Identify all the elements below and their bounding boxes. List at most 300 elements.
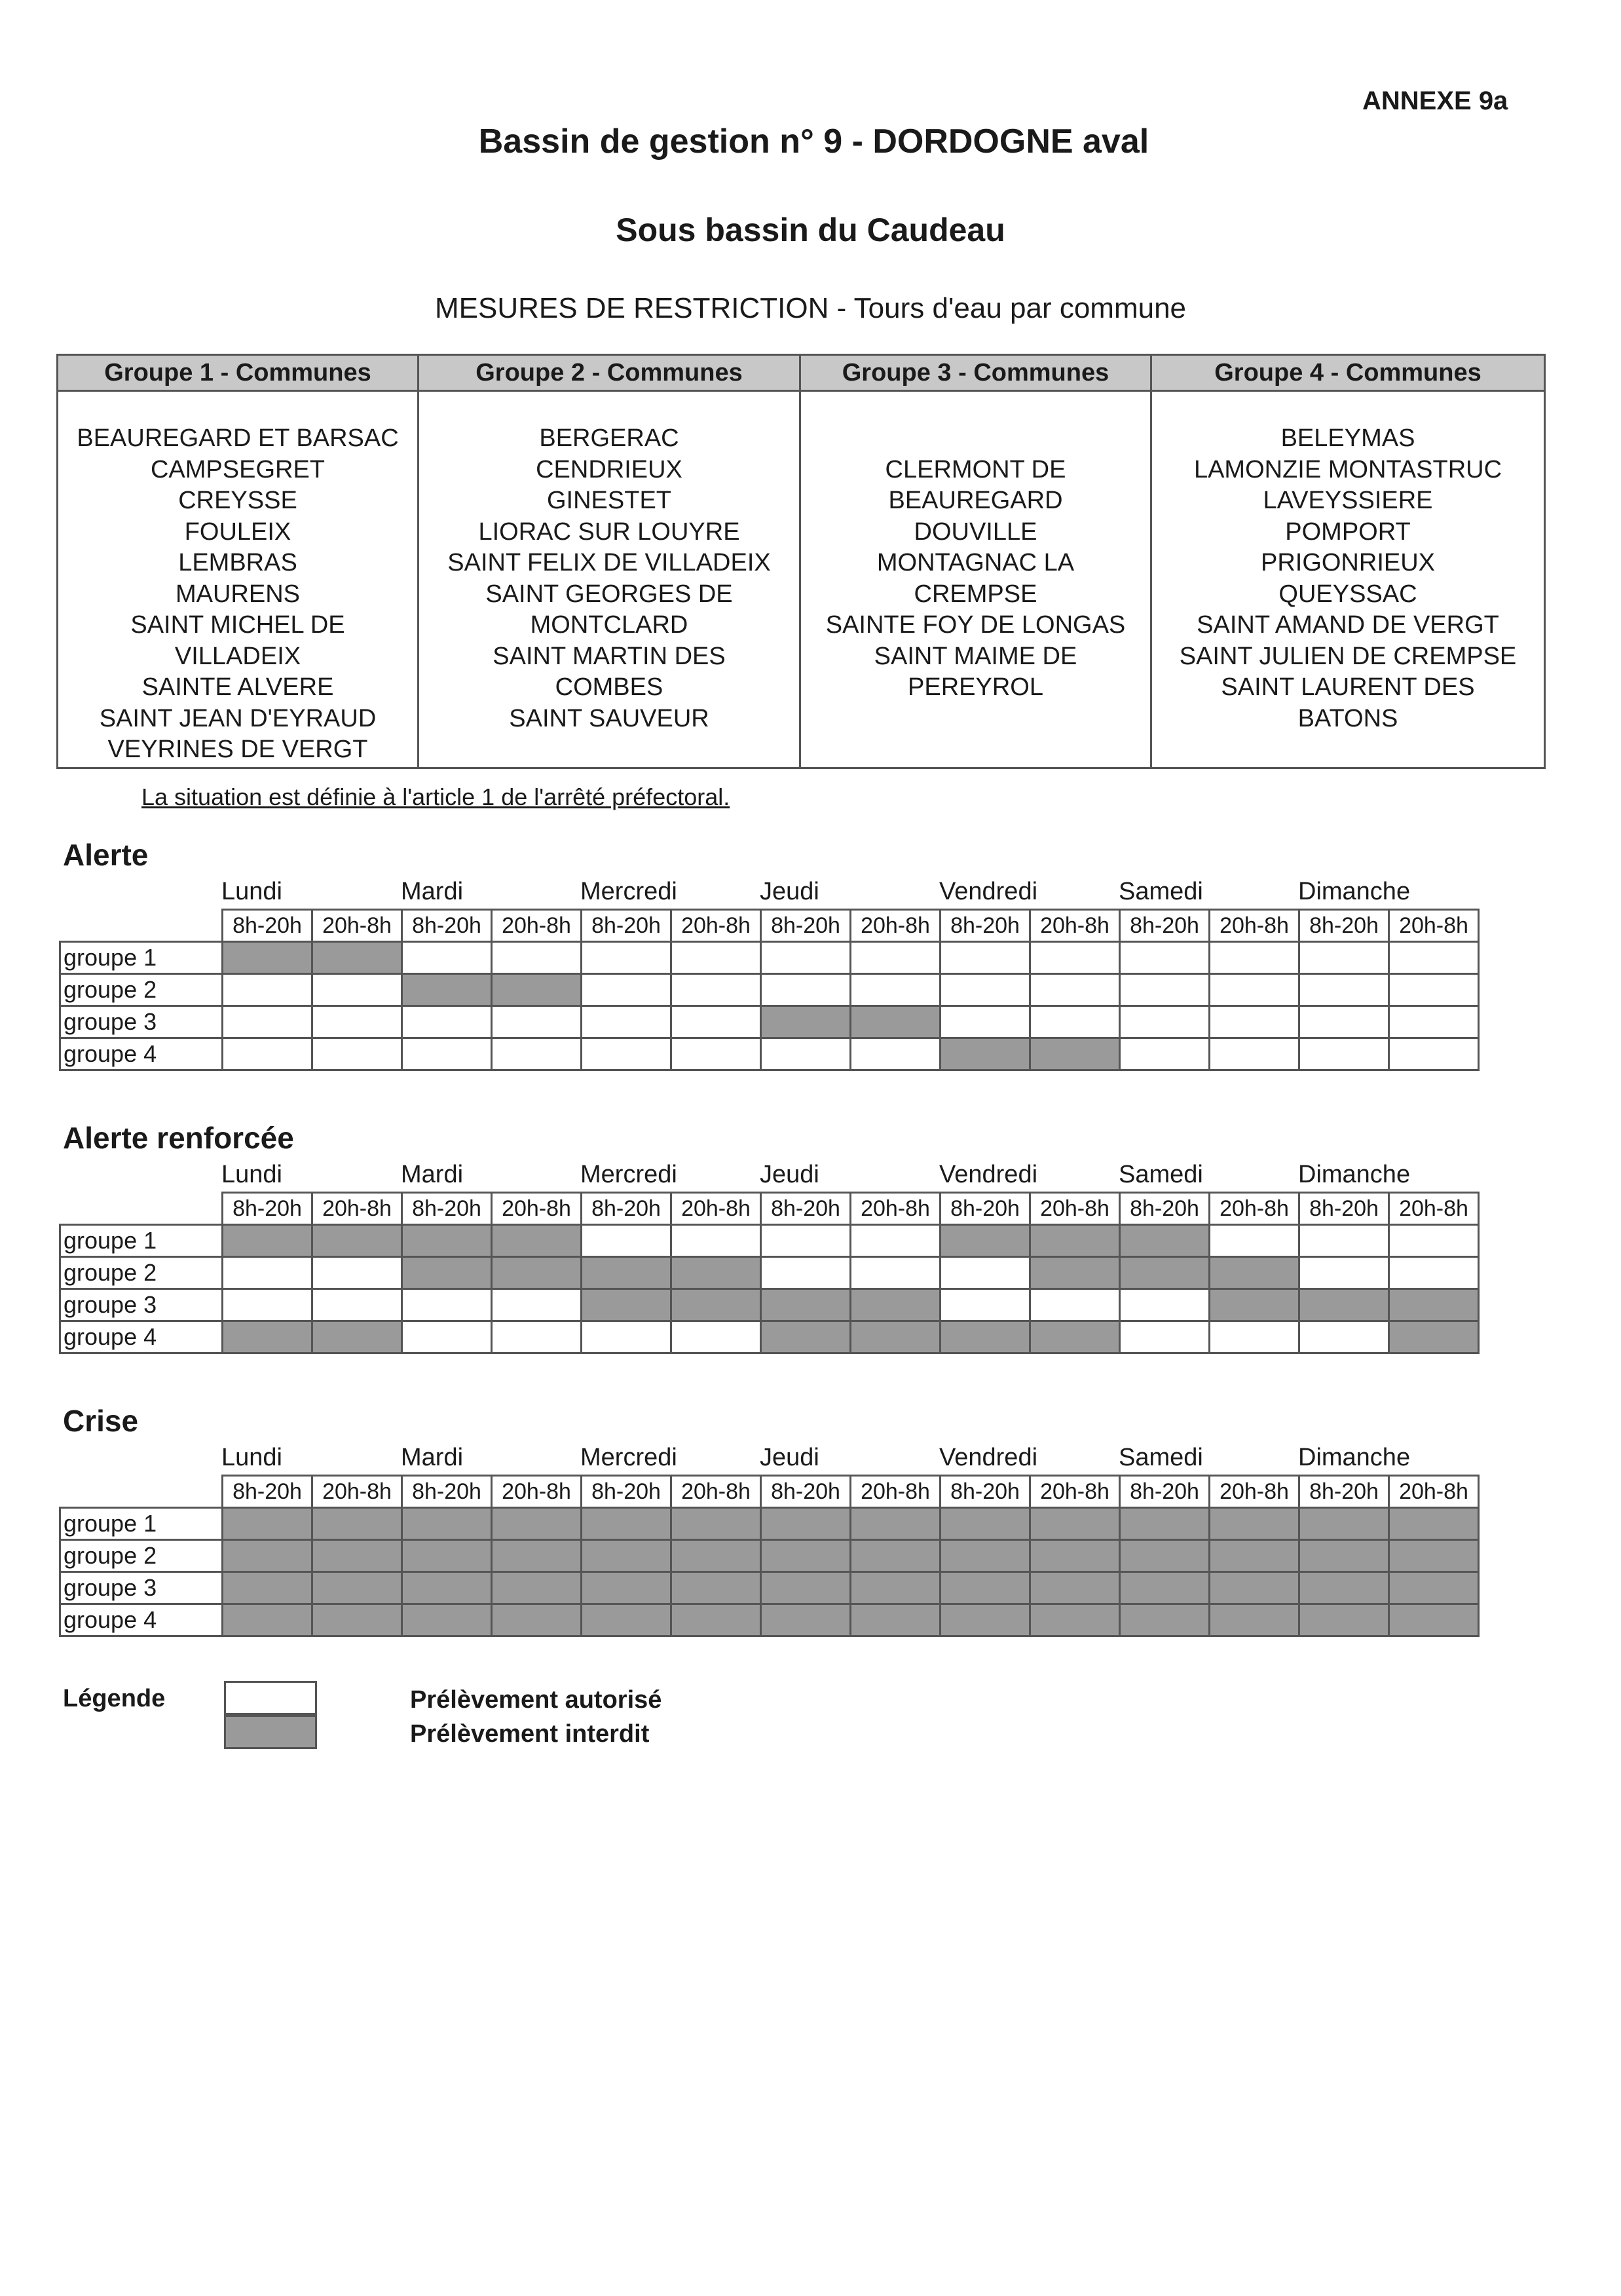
commune-line: [801, 423, 1150, 455]
group-row: [60, 1038, 1479, 1070]
slot-cell-forbidden: [492, 1540, 582, 1572]
slot-cell-allowed: [851, 974, 941, 1006]
slot-cell-forbidden: [941, 1604, 1030, 1636]
slot-header: 20h-8h: [312, 1193, 402, 1225]
slot-cell-forbidden: [312, 942, 402, 974]
group-row: [60, 1604, 1479, 1636]
day-label: Mardi: [401, 1444, 464, 1471]
slot-cell-forbidden: [402, 1540, 492, 1572]
commune-line: SAINT MARTIN DES: [493, 642, 726, 670]
slot-cell-forbidden: [761, 1540, 851, 1572]
slot-cell-forbidden: [671, 1289, 761, 1321]
slot-header: 20h-8h: [1030, 1193, 1120, 1225]
commune-line: LAVEYSSIERE: [1263, 487, 1433, 514]
slot-cell-allowed: [1299, 1321, 1389, 1353]
legend-swatch-allowed: [224, 1681, 317, 1715]
slot-header: 8h-20h: [223, 1193, 312, 1225]
group-label: groupe 2: [60, 1540, 223, 1572]
commune-line: SAINTE ALVERE: [141, 673, 334, 701]
slot-cell-forbidden: [402, 974, 492, 1006]
communes-table: [56, 354, 1546, 769]
slot-cell-allowed: [402, 942, 492, 974]
group-label: groupe 4: [60, 1321, 223, 1353]
slot-header-row: [60, 1193, 1479, 1225]
slot-cell-forbidden: [851, 1604, 941, 1636]
day-label: Vendredi: [939, 1161, 1038, 1188]
slot-cell-allowed: [223, 1257, 312, 1289]
slot-header: 8h-20h: [402, 910, 492, 942]
slot-header: 8h-20h: [582, 910, 671, 942]
slot-cell-allowed: [312, 974, 402, 1006]
slot-cell-allowed: [582, 974, 671, 1006]
slot-cell-allowed: [761, 974, 851, 1006]
slot-cell-forbidden: [941, 1225, 1030, 1257]
slot-cell-allowed: [492, 1038, 582, 1070]
slot-cell-forbidden: [941, 1321, 1030, 1353]
commune-line: CREMPSE: [914, 580, 1037, 608]
slot-cell-allowed: [1210, 1225, 1299, 1257]
group-label: groupe 2: [60, 1257, 223, 1289]
slot-header: 8h-20h: [1299, 1476, 1389, 1508]
group-label: groupe 1: [60, 942, 223, 974]
group-row: [60, 974, 1479, 1006]
slot-cell-allowed: [851, 1038, 941, 1070]
day-label: Samedi: [1119, 878, 1203, 905]
slot-cell-allowed: [582, 1006, 671, 1038]
commune-line: CAMPSEGRET: [150, 455, 326, 483]
slot-cell-allowed: [1389, 942, 1479, 974]
group-row: [60, 1321, 1479, 1353]
slot-cell-allowed: [1120, 1006, 1210, 1038]
slot-cell-forbidden: [671, 1604, 761, 1636]
communes-list: [58, 392, 417, 766]
slot-cell-allowed: [761, 942, 851, 974]
commune-line: SAINT GEORGES DE: [485, 580, 733, 608]
slot-cell-allowed: [941, 1006, 1030, 1038]
slot-cell-forbidden: [582, 1572, 671, 1604]
communes-column-4: [1152, 356, 1544, 767]
commune-line: BATONS: [1297, 704, 1398, 732]
slot-cell-allowed: [1389, 974, 1479, 1006]
slot-header: 20h-8h: [492, 1476, 582, 1508]
slot-cell-allowed: [492, 942, 582, 974]
slot-cell-forbidden: [851, 1006, 941, 1038]
slot-header: 20h-8h: [1030, 910, 1120, 942]
commune-line: SAINT SAUVEUR: [509, 704, 709, 732]
commune-line: SAINT MAIME DE: [874, 642, 1077, 670]
slot-cell-allowed: [223, 974, 312, 1006]
group-row: [60, 1225, 1479, 1257]
commune-line: CENDRIEUX: [536, 455, 682, 483]
commune-line: BEAUREGARD ET BARSAC: [77, 424, 399, 452]
slot-cell-allowed: [1120, 1321, 1210, 1353]
slot-cell-forbidden: [312, 1508, 402, 1540]
communes-list: [801, 392, 1150, 704]
legend-forbidden-text: Prélèvement interdit: [410, 1720, 650, 1748]
slot-cell-forbidden: [1389, 1604, 1479, 1636]
slot-cell-forbidden: [492, 1572, 582, 1604]
commune-line: PRIGONRIEUX: [1260, 549, 1436, 576]
group-label: groupe 1: [60, 1225, 223, 1257]
slot-cell-forbidden: [223, 942, 312, 974]
slot-header: 20h-8h: [492, 1193, 582, 1225]
slot-cell-forbidden: [1030, 1257, 1120, 1289]
slot-cell-forbidden: [492, 1257, 582, 1289]
slot-cell-forbidden: [1030, 1540, 1120, 1572]
slot-cell-allowed: [671, 1038, 761, 1070]
slot-header: 8h-20h: [941, 1193, 1030, 1225]
day-labels: [221, 1161, 1538, 1194]
commune-line: MONTAGNAC LA: [876, 549, 1075, 576]
day-label: Dimanche: [1298, 1444, 1411, 1471]
slot-cell-allowed: [1299, 1225, 1389, 1257]
day-label: Dimanche: [1298, 1161, 1411, 1188]
slot-header: 20h-8h: [851, 910, 941, 942]
slot-cell-forbidden: [941, 1508, 1030, 1540]
slot-cell-forbidden: [1030, 1508, 1120, 1540]
slot-cell-forbidden: [1210, 1540, 1299, 1572]
slot-cell-forbidden: [492, 974, 582, 1006]
commune-line: LIORAC SUR LOUYRE: [478, 518, 740, 546]
group-label: groupe 4: [60, 1604, 223, 1636]
slot-header: 8h-20h: [582, 1193, 671, 1225]
slot-cell-forbidden: [761, 1604, 851, 1636]
slot-header: 20h-8h: [1389, 1193, 1479, 1225]
day-label: Mardi: [401, 1161, 464, 1188]
slot-header: 8h-20h: [761, 910, 851, 942]
slot-cell-allowed: [761, 1257, 851, 1289]
slot-cell-allowed: [492, 1006, 582, 1038]
slot-cell-allowed: [1030, 1006, 1120, 1038]
slot-cell-allowed: [402, 1038, 492, 1070]
day-label: Vendredi: [939, 1444, 1038, 1471]
day-labels: [221, 1444, 1538, 1477]
slot-cell-forbidden: [761, 1006, 851, 1038]
slot-cell-forbidden: [1389, 1289, 1479, 1321]
slot-cell-allowed: [671, 974, 761, 1006]
slot-cell-forbidden: [312, 1604, 402, 1636]
slot-cell-allowed: [851, 1225, 941, 1257]
section-title: Alerte: [63, 838, 149, 872]
slot-cell-forbidden: [851, 1289, 941, 1321]
communes-list: [419, 392, 799, 734]
slot-cell-allowed: [1120, 1038, 1210, 1070]
slot-cell-forbidden: [851, 1508, 941, 1540]
commune-line: VILLADEIX: [174, 642, 301, 670]
slot-cell-allowed: [1030, 942, 1120, 974]
slot-cell-forbidden: [1299, 1289, 1389, 1321]
group-label: groupe 3: [60, 1289, 223, 1321]
commune-line: GINESTET: [546, 487, 672, 514]
commune-line: VEYRINES DE VERGT: [107, 736, 368, 763]
slot-cell-allowed: [1299, 1006, 1389, 1038]
slot-cell-allowed: [1210, 942, 1299, 974]
slot-cell-forbidden: [1210, 1572, 1299, 1604]
slot-header: 20h-8h: [1389, 1476, 1479, 1508]
slot-cell-allowed: [941, 1289, 1030, 1321]
commune-line: PEREYROL: [908, 673, 1043, 701]
section-title: Crise: [63, 1404, 139, 1438]
slot-cell-forbidden: [402, 1604, 492, 1636]
group-label: groupe 1: [60, 1508, 223, 1540]
slot-cell-forbidden: [582, 1289, 671, 1321]
communes-column-header: Groupe 4 - Communes: [1152, 356, 1544, 392]
commune-line: SAINTE FOY DE LONGAS: [825, 611, 1126, 639]
slot-header: 20h-8h: [1210, 910, 1299, 942]
slot-cell-forbidden: [492, 1508, 582, 1540]
commune-line: SAINT MICHEL DE: [130, 611, 345, 639]
slot-cell-allowed: [1299, 1257, 1389, 1289]
group-label: groupe 2: [60, 974, 223, 1006]
slot-cell-forbidden: [1389, 1540, 1479, 1572]
slot-cell-forbidden: [223, 1540, 312, 1572]
slot-cell-allowed: [312, 1006, 402, 1038]
slot-cell-forbidden: [1389, 1572, 1479, 1604]
slot-cell-allowed: [671, 1225, 761, 1257]
slot-cell-forbidden: [1120, 1508, 1210, 1540]
header-spacer: [60, 910, 223, 942]
slot-cell-allowed: [1120, 942, 1210, 974]
commune-line: DOUVILLE: [914, 518, 1037, 546]
slot-cell-allowed: [223, 1038, 312, 1070]
slot-cell-forbidden: [312, 1225, 402, 1257]
slot-cell-allowed: [582, 1038, 671, 1070]
group-label: groupe 3: [60, 1006, 223, 1038]
slot-header: 8h-20h: [941, 1476, 1030, 1508]
slot-cell-allowed: [1210, 974, 1299, 1006]
slot-header: 20h-8h: [1210, 1193, 1299, 1225]
day-label: Samedi: [1119, 1161, 1203, 1188]
day-label: Mercredi: [580, 878, 677, 905]
slot-cell-forbidden: [1299, 1572, 1389, 1604]
document-subtitle: Sous bassin du Caudeau: [616, 212, 1005, 248]
slot-cell-allowed: [492, 1321, 582, 1353]
slot-cell-allowed: [1299, 942, 1389, 974]
slot-cell-allowed: [223, 1289, 312, 1321]
slot-cell-allowed: [312, 1257, 402, 1289]
slot-cell-allowed: [582, 942, 671, 974]
slot-cell-forbidden: [761, 1508, 851, 1540]
slot-cell-forbidden: [1299, 1508, 1389, 1540]
slot-cell-allowed: [312, 1289, 402, 1321]
slot-cell-forbidden: [1299, 1540, 1389, 1572]
slot-cell-allowed: [402, 1006, 492, 1038]
slot-header: 8h-20h: [1299, 910, 1389, 942]
slot-header: 8h-20h: [402, 1476, 492, 1508]
day-label: Lundi: [221, 1444, 282, 1471]
slot-header: 8h-20h: [1120, 1193, 1210, 1225]
commune-line: QUEYSSAC: [1278, 580, 1417, 608]
day-label: Samedi: [1119, 1444, 1203, 1471]
slot-cell-forbidden: [1120, 1257, 1210, 1289]
day-label: Mercredi: [580, 1444, 677, 1471]
slot-cell-forbidden: [312, 1321, 402, 1353]
slot-cell-forbidden: [851, 1540, 941, 1572]
commune-line: CLERMONT DE: [885, 455, 1066, 483]
slot-header: 20h-8h: [312, 1476, 402, 1508]
slot-cell-forbidden: [941, 1572, 1030, 1604]
day-label: Jeudi: [760, 1161, 819, 1188]
slot-header: 20h-8h: [492, 910, 582, 942]
slot-cell-allowed: [761, 1225, 851, 1257]
slot-cell-allowed: [851, 1257, 941, 1289]
legend-label: Légende: [63, 1685, 166, 1712]
slot-cell-forbidden: [1030, 1572, 1120, 1604]
commune-line: FOULEIX: [184, 518, 291, 546]
slot-cell-forbidden: [1210, 1604, 1299, 1636]
slot-header: 8h-20h: [941, 910, 1030, 942]
slot-cell-allowed: [1210, 1321, 1299, 1353]
slot-cell-allowed: [671, 942, 761, 974]
slot-cell-forbidden: [223, 1572, 312, 1604]
slot-cell-forbidden: [492, 1225, 582, 1257]
slot-cell-allowed: [1210, 1006, 1299, 1038]
slot-cell-allowed: [1299, 974, 1389, 1006]
slot-cell-forbidden: [761, 1289, 851, 1321]
slot-cell-allowed: [761, 1038, 851, 1070]
communes-column-header: Groupe 2 - Communes: [419, 356, 799, 392]
slot-cell-forbidden: [1120, 1604, 1210, 1636]
slot-cell-allowed: [402, 1289, 492, 1321]
slot-cell-forbidden: [941, 1038, 1030, 1070]
slot-cell-allowed: [1299, 1038, 1389, 1070]
slot-cell-forbidden: [1389, 1508, 1479, 1540]
slot-cell-forbidden: [402, 1225, 492, 1257]
slot-header: 20h-8h: [671, 1193, 761, 1225]
communes-list: [1152, 392, 1544, 734]
slot-cell-allowed: [1120, 1289, 1210, 1321]
slot-header: 8h-20h: [1120, 910, 1210, 942]
slot-cell-allowed: [941, 942, 1030, 974]
day-label: Vendredi: [939, 878, 1038, 905]
slot-header: 20h-8h: [1210, 1476, 1299, 1508]
commune-line: POMPORT: [1285, 518, 1411, 546]
slot-cell-allowed: [1389, 1225, 1479, 1257]
schedule-grid: [59, 1475, 1480, 1637]
slot-cell-allowed: [1030, 1289, 1120, 1321]
group-row: [60, 1257, 1479, 1289]
slot-cell-forbidden: [582, 1604, 671, 1636]
slot-cell-forbidden: [223, 1508, 312, 1540]
day-label: Jeudi: [760, 878, 819, 905]
slot-cell-forbidden: [761, 1321, 851, 1353]
commune-line: LEMBRAS: [178, 549, 297, 576]
commune-line: BERGERAC: [539, 424, 679, 452]
slot-header: 20h-8h: [671, 1476, 761, 1508]
slot-header: 8h-20h: [402, 1193, 492, 1225]
slot-cell-allowed: [851, 942, 941, 974]
slot-cell-allowed: [671, 1006, 761, 1038]
section-title: Alerte renforcée: [63, 1121, 294, 1155]
slot-cell-forbidden: [1210, 1257, 1299, 1289]
slot-cell-allowed: [1210, 1038, 1299, 1070]
slot-cell-allowed: [582, 1321, 671, 1353]
commune-line: BELEYMAS: [1280, 424, 1415, 452]
group-row: [60, 1289, 1479, 1321]
commune-line: SAINT JEAN D'EYRAUD: [99, 704, 377, 732]
slot-cell-allowed: [1120, 974, 1210, 1006]
slot-cell-allowed: [582, 1225, 671, 1257]
group-label: groupe 4: [60, 1038, 223, 1070]
slot-header: 8h-20h: [1120, 1476, 1210, 1508]
slot-cell-forbidden: [223, 1225, 312, 1257]
slot-header: 8h-20h: [1299, 1193, 1389, 1225]
slot-cell-allowed: [1030, 974, 1120, 1006]
slot-cell-forbidden: [582, 1540, 671, 1572]
slot-cell-forbidden: [1299, 1604, 1389, 1636]
day-label: Jeudi: [760, 1444, 819, 1471]
header-spacer: [60, 1476, 223, 1508]
slot-cell-allowed: [1389, 1038, 1479, 1070]
group-row: [60, 1540, 1479, 1572]
slot-cell-forbidden: [582, 1508, 671, 1540]
document-title: Bassin de gestion n° 9 - DORDOGNE aval: [478, 122, 1149, 160]
commune-line: COMBES: [555, 673, 663, 701]
slot-cell-allowed: [1389, 1006, 1479, 1038]
slot-cell-allowed: [1389, 1257, 1479, 1289]
slot-cell-forbidden: [1120, 1225, 1210, 1257]
slot-cell-forbidden: [402, 1572, 492, 1604]
slot-cell-forbidden: [851, 1572, 941, 1604]
slot-header: 20h-8h: [1030, 1476, 1120, 1508]
legend-swatch-forbidden: [224, 1715, 317, 1749]
slot-header: 8h-20h: [761, 1476, 851, 1508]
slot-cell-forbidden: [312, 1540, 402, 1572]
commune-line: SAINT FELIX DE VILLADEIX: [447, 549, 771, 576]
slot-header-row: [60, 910, 1479, 942]
slot-cell-forbidden: [1030, 1321, 1120, 1353]
restriction-heading: MESURES DE RESTRICTION - Tours d'eau par commune: [434, 292, 1187, 324]
slot-cell-forbidden: [312, 1572, 402, 1604]
day-label: Lundi: [221, 878, 282, 905]
commune-line: MAURENS: [175, 580, 301, 608]
schedule-grid: [59, 1192, 1480, 1354]
commune-line: SAINT JULIEN DE CREMPSE: [1179, 642, 1517, 670]
slot-cell-forbidden: [223, 1604, 312, 1636]
slot-cell-forbidden: [1030, 1225, 1120, 1257]
day-label: Lundi: [221, 1161, 282, 1188]
slot-header-row: [60, 1476, 1479, 1508]
slot-cell-forbidden: [671, 1540, 761, 1572]
slot-cell-forbidden: [671, 1508, 761, 1540]
slot-header: 20h-8h: [1389, 910, 1479, 942]
commune-line: CREYSSE: [178, 487, 297, 514]
situation-note: La situation est définie à l'article 1 de l'arrêté préfectoral.: [141, 783, 730, 810]
slot-cell-forbidden: [402, 1257, 492, 1289]
slot-cell-forbidden: [851, 1321, 941, 1353]
slot-cell-forbidden: [941, 1540, 1030, 1572]
group-row: [60, 1006, 1479, 1038]
slot-cell-forbidden: [671, 1572, 761, 1604]
slot-cell-forbidden: [582, 1257, 671, 1289]
header-spacer: [60, 1193, 223, 1225]
commune-line: LAMONZIE MONTASTRUC: [1193, 455, 1502, 483]
slot-cell-allowed: [223, 1006, 312, 1038]
slot-cell-allowed: [671, 1321, 761, 1353]
communes-column-3: [801, 356, 1152, 767]
commune-line: BEAUREGARD: [888, 487, 1063, 514]
group-row: [60, 1572, 1479, 1604]
day-labels: [221, 878, 1538, 911]
commune-line: SAINT LAURENT DES: [1221, 673, 1475, 701]
group-row: [60, 942, 1479, 974]
group-row: [60, 1508, 1479, 1540]
slot-cell-allowed: [941, 1257, 1030, 1289]
communes-column-2: [419, 356, 801, 767]
day-label: Mardi: [401, 878, 464, 905]
slot-header: 20h-8h: [851, 1476, 941, 1508]
slot-cell-forbidden: [402, 1508, 492, 1540]
